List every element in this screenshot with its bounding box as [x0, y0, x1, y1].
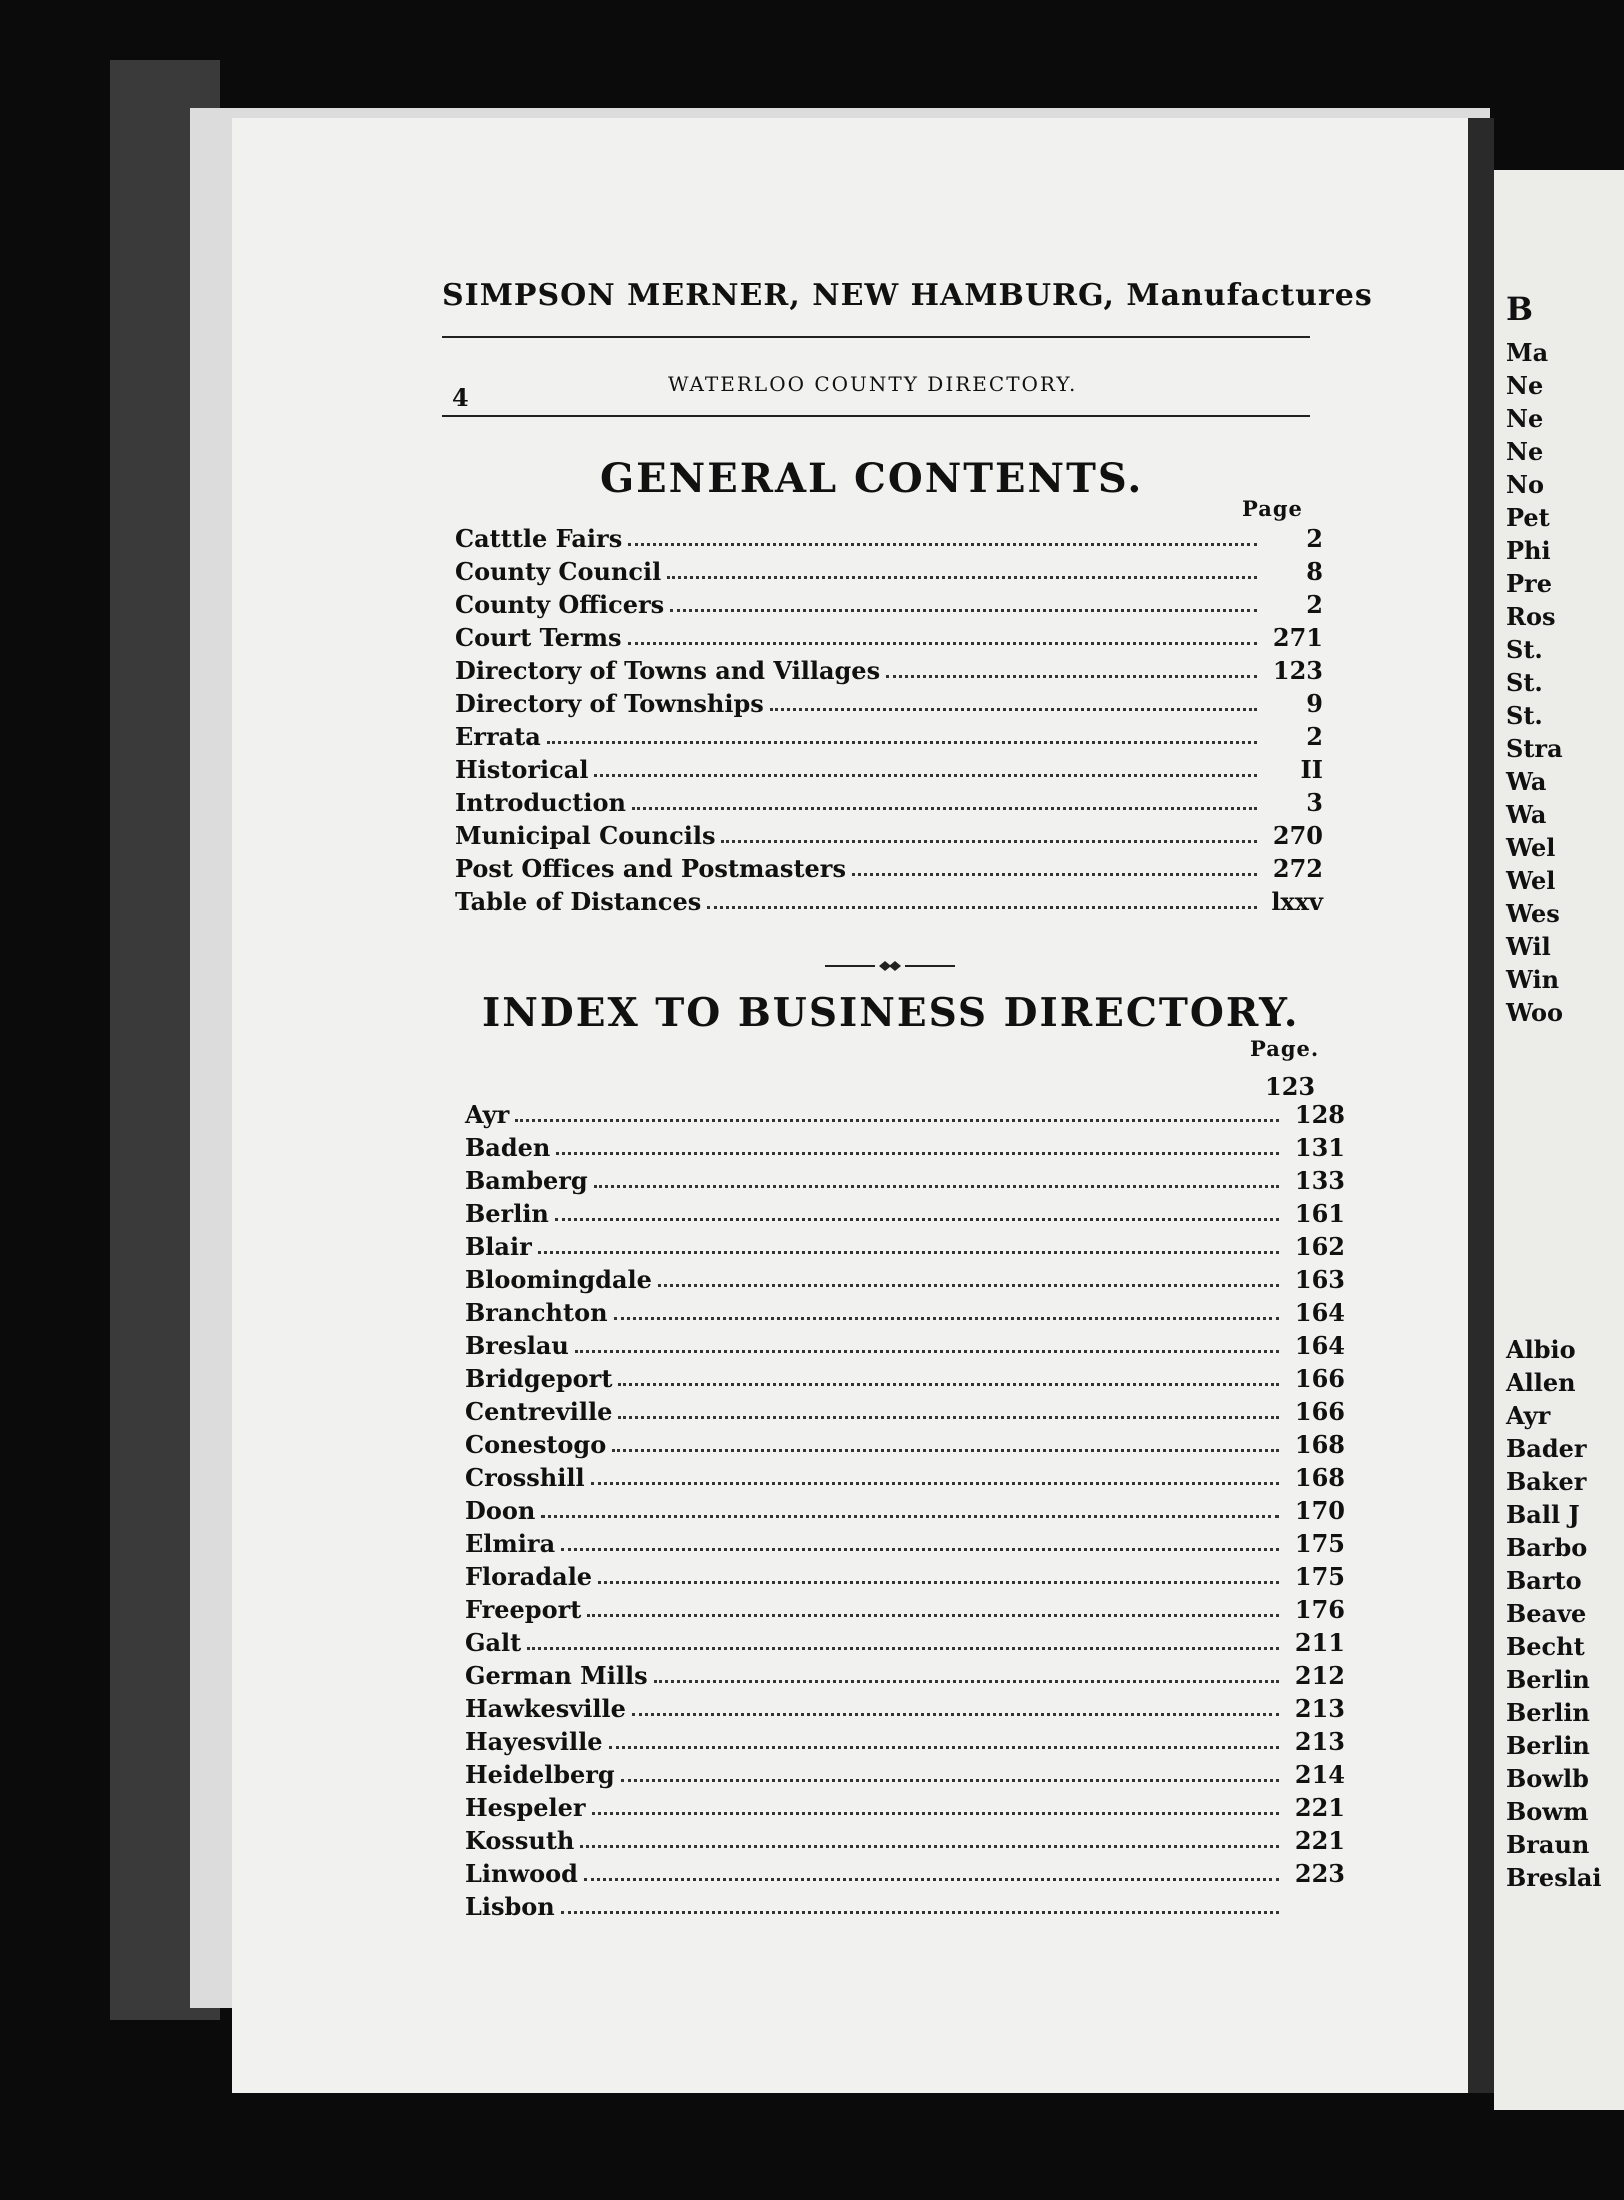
- entry-page-number: 221: [1294, 1793, 1345, 1822]
- right-page-fragment: Braun: [1506, 1830, 1590, 1859]
- toc-entry: [455, 586, 1323, 619]
- business-index-page-label: Page.: [1250, 1036, 1320, 1061]
- entry-page-number: 162: [1294, 1232, 1345, 1261]
- right-page-fragment: Ball J: [1506, 1500, 1580, 1529]
- dot-leader: [598, 1581, 1279, 1584]
- entry-label: Berlin: [465, 1199, 549, 1228]
- right-page-fragment: Barto: [1506, 1566, 1582, 1595]
- entry-label: Baden: [465, 1133, 551, 1162]
- entry-page-number: 164: [1294, 1298, 1345, 1327]
- section-ornament: [825, 960, 955, 972]
- right-page-fragment: St.: [1506, 635, 1543, 664]
- entry-page-number: 8: [1306, 557, 1323, 586]
- toc-entry: [455, 652, 1323, 685]
- right-page-fragment: Wa: [1506, 800, 1547, 829]
- dot-leader: [621, 1779, 1279, 1782]
- entry-label: German Mills: [465, 1661, 648, 1690]
- entry-label: Catttle Fairs: [455, 524, 623, 553]
- toc-entry: [455, 553, 1323, 586]
- entry-page-number: 166: [1294, 1397, 1345, 1426]
- toc-entry: [465, 1657, 1345, 1690]
- right-page-fragment: Win: [1506, 965, 1560, 994]
- toc-entry: [455, 520, 1323, 553]
- entry-page-number: 161: [1294, 1199, 1345, 1228]
- entry-label: Hespeler: [465, 1793, 586, 1822]
- right-page-fragment: Berlin: [1506, 1698, 1590, 1727]
- toc-entry: [465, 1360, 1345, 1393]
- entry-label: County Officers: [455, 590, 665, 619]
- dot-leader: [612, 1449, 1279, 1452]
- business-index-title: INDEX TO BUSINESS DIRECTORY.: [482, 990, 1300, 1036]
- right-page-fragment: Ne: [1506, 371, 1544, 400]
- entry-label: Historical: [455, 755, 589, 784]
- entry-label: Errata: [455, 722, 541, 751]
- right-page-fragment: Phi: [1506, 536, 1551, 565]
- toc-entry: [465, 1294, 1345, 1327]
- entry-label: Doon: [465, 1496, 536, 1525]
- dot-leader: [886, 675, 1257, 678]
- right-page-fragment: St.: [1506, 668, 1543, 697]
- entry-label: Kossuth: [465, 1826, 575, 1855]
- right-page-fragment: Breslai: [1506, 1863, 1602, 1892]
- right-page-fragment: Stra: [1506, 734, 1563, 763]
- dot-leader: [538, 1251, 1279, 1254]
- toc-entry: [465, 1624, 1345, 1657]
- entry-label: Post Offices and Postmasters: [455, 854, 846, 883]
- dot-leader: [515, 1119, 1279, 1122]
- entry-page-number: 166: [1294, 1364, 1345, 1393]
- dot-leader: [654, 1680, 1279, 1683]
- right-page-fragment: Ros: [1506, 602, 1556, 631]
- toc-entry: [465, 1393, 1345, 1426]
- entry-page-number: 9: [1306, 689, 1323, 718]
- dot-leader: [527, 1647, 1279, 1650]
- dot-leader: [592, 1812, 1279, 1815]
- right-page-fragment: Baker: [1506, 1467, 1587, 1496]
- dot-leader: [658, 1284, 1279, 1287]
- entry-label: Branchton: [465, 1298, 608, 1327]
- entry-label: Conestogo: [465, 1430, 607, 1459]
- entry-page-number: 212: [1294, 1661, 1345, 1690]
- entry-label: Floradale: [465, 1562, 593, 1591]
- entry-page-number: 133: [1294, 1166, 1345, 1195]
- entry-label: Municipal Councils: [455, 821, 716, 850]
- dot-leader: [852, 873, 1257, 876]
- right-page-fragment: Becht: [1506, 1632, 1585, 1661]
- right-page-fragment: No: [1506, 470, 1544, 499]
- entry-page-number: 214: [1294, 1760, 1345, 1789]
- toc-entry: [465, 1822, 1345, 1855]
- right-page: [1494, 170, 1624, 2110]
- toc-entry: [455, 883, 1323, 916]
- right-page-fragment: Bowm: [1506, 1797, 1589, 1826]
- toc-entry: [455, 850, 1323, 883]
- entry-label: Directory of Towns and Villages: [455, 656, 881, 685]
- toc-entry: [465, 1459, 1345, 1492]
- dot-leader: [632, 1713, 1279, 1716]
- entry-label: Hayesville: [465, 1727, 603, 1756]
- right-page-fragment: Ayr: [1506, 1401, 1551, 1430]
- toc-entry: [455, 718, 1323, 751]
- right-page-fragment: Wa: [1506, 767, 1547, 796]
- entry-label: Ayr: [465, 1100, 510, 1129]
- toc-entry: [465, 1129, 1345, 1162]
- entry-page-number: 2: [1306, 722, 1323, 751]
- right-page-fragment: Wil: [1506, 932, 1551, 961]
- entry-label: Crosshill: [465, 1463, 585, 1492]
- dot-leader: [618, 1383, 1279, 1386]
- entry-label: Hawkesville: [465, 1694, 626, 1723]
- header-rule-top: [442, 336, 1310, 338]
- dot-leader: [561, 1548, 1279, 1551]
- dot-leader: [591, 1482, 1279, 1485]
- right-page-fragment: Barbo: [1506, 1533, 1588, 1562]
- entry-label: Breslau: [465, 1331, 569, 1360]
- entry-page-number: 3: [1306, 788, 1323, 817]
- entry-label: Bamberg: [465, 1166, 588, 1195]
- entry-label: Table of Distances: [455, 887, 702, 916]
- toc-entry: [465, 1492, 1345, 1525]
- entry-label: Bloomingdale: [465, 1265, 652, 1294]
- dot-leader: [575, 1350, 1279, 1353]
- page-number: 4: [452, 383, 469, 412]
- business-index-first-page: 123: [1265, 1072, 1316, 1101]
- advertisement-line: SIMPSON MERNER, NEW HAMBURG, Manufactures: [442, 278, 1373, 313]
- toc-entry: [455, 817, 1323, 850]
- dot-leader: [721, 840, 1257, 843]
- entry-page-number: 175: [1294, 1562, 1345, 1591]
- entry-page-number: 168: [1294, 1430, 1345, 1459]
- dot-leader: [541, 1515, 1279, 1518]
- running-title: WATERLOO COUNTY DIRECTORY.: [668, 372, 1078, 396]
- entry-page-number: 221: [1294, 1826, 1345, 1855]
- general-contents-list: [455, 520, 1323, 916]
- toc-entry: [465, 1162, 1345, 1195]
- toc-entry: [455, 619, 1323, 652]
- entry-page-number: 170: [1294, 1496, 1345, 1525]
- toc-entry: [465, 1426, 1345, 1459]
- toc-entry: [455, 751, 1323, 784]
- toc-entry: [465, 1591, 1345, 1624]
- dot-leader: [609, 1746, 1279, 1749]
- entry-label: Blair: [465, 1232, 532, 1261]
- entry-page-number: 163: [1294, 1265, 1345, 1294]
- dot-leader: [618, 1416, 1279, 1419]
- toc-entry: [455, 784, 1323, 817]
- entry-page-number: 213: [1294, 1694, 1345, 1723]
- toc-entry: [465, 1558, 1345, 1591]
- right-page-fragment: Wes: [1506, 899, 1560, 928]
- dot-leader: [556, 1152, 1279, 1155]
- dot-leader: [555, 1218, 1279, 1221]
- entry-page-number: 223: [1294, 1859, 1345, 1888]
- dot-leader: [594, 774, 1257, 777]
- dot-leader: [594, 1185, 1279, 1188]
- entry-label: Lisbon: [465, 1892, 555, 1921]
- general-contents-title: GENERAL CONTENTS.: [600, 455, 1144, 502]
- right-page-fragment: St.: [1506, 701, 1543, 730]
- entry-page-number: II: [1300, 755, 1323, 784]
- entry-page-number: 168: [1294, 1463, 1345, 1492]
- entry-label: Bridgeport: [465, 1364, 613, 1393]
- toc-entry: [465, 1327, 1345, 1360]
- toc-entry: [465, 1756, 1345, 1789]
- right-page-fragment: Ne: [1506, 404, 1544, 433]
- right-page-fragment: Woo: [1506, 998, 1564, 1027]
- right-page-header-fragment: B: [1506, 290, 1534, 328]
- entry-label: Elmira: [465, 1529, 556, 1558]
- entry-label: Galt: [465, 1628, 522, 1657]
- entry-page-number: 164: [1294, 1331, 1345, 1360]
- dot-leader: [614, 1317, 1279, 1320]
- entry-label: Centreville: [465, 1397, 613, 1426]
- entry-page-number: 271: [1272, 623, 1323, 652]
- right-page-fragment: Bowlb: [1506, 1764, 1589, 1793]
- dot-leader: [707, 906, 1257, 909]
- right-page-fragment: Wel: [1506, 833, 1556, 862]
- entry-label: Directory of Townships: [455, 689, 764, 718]
- right-page-fragment: Bader: [1506, 1434, 1587, 1463]
- right-page-fragment: Albio: [1506, 1335, 1576, 1364]
- dot-leader: [584, 1878, 1279, 1881]
- right-page-fragment: Ne: [1506, 437, 1544, 466]
- toc-entry: [465, 1096, 1345, 1129]
- entry-page-number: 211: [1294, 1628, 1345, 1657]
- dot-leader: [770, 708, 1257, 711]
- toc-entry: [465, 1789, 1345, 1822]
- entry-page-number: 128: [1294, 1100, 1345, 1129]
- toc-entry: [465, 1723, 1345, 1756]
- right-page-fragment: Berlin: [1506, 1731, 1590, 1760]
- general-contents-page-label: Page: [1242, 496, 1303, 521]
- right-page-fragment: Wel: [1506, 866, 1556, 895]
- dot-leader: [667, 576, 1257, 579]
- right-page-fragment: Ma: [1506, 338, 1549, 367]
- entry-page-number: 270: [1272, 821, 1323, 850]
- entry-label: Court Terms: [455, 623, 622, 652]
- toc-entry: [465, 1888, 1345, 1921]
- dot-leader: [632, 807, 1257, 810]
- entry-label: Introduction: [455, 788, 626, 817]
- entry-page-number: 176: [1294, 1595, 1345, 1624]
- dot-leader: [628, 642, 1257, 645]
- entry-page-number: 123: [1272, 656, 1323, 685]
- dot-leader: [628, 543, 1257, 546]
- right-page-fragment: Pet: [1506, 503, 1550, 532]
- entry-page-number: 131: [1294, 1133, 1345, 1162]
- entry-page-number: lxxv: [1271, 887, 1323, 916]
- header-rule-bottom: [442, 415, 1310, 417]
- right-page-fragment: Pre: [1506, 569, 1552, 598]
- entry-label: Linwood: [465, 1859, 578, 1888]
- right-page-fragment: Allen: [1506, 1368, 1576, 1397]
- toc-entry: [465, 1195, 1345, 1228]
- entry-label: Freeport: [465, 1595, 582, 1624]
- dot-leader: [670, 609, 1257, 612]
- right-page-fragment: Beave: [1506, 1599, 1587, 1628]
- entry-page-number: 272: [1272, 854, 1323, 883]
- entry-page-number: 175: [1294, 1529, 1345, 1558]
- entry-page-number: 2: [1306, 524, 1323, 553]
- toc-entry: [465, 1855, 1345, 1888]
- entry-label: County Council: [455, 557, 662, 586]
- dot-leader: [561, 1911, 1279, 1914]
- dot-leader: [580, 1845, 1279, 1848]
- right-page-fragment: Berlin: [1506, 1665, 1590, 1694]
- business-index-list: [465, 1096, 1345, 1921]
- toc-entry: [465, 1525, 1345, 1558]
- toc-entry: [465, 1690, 1345, 1723]
- dot-leader: [587, 1614, 1279, 1617]
- book-gutter: [1468, 118, 1494, 2093]
- entry-page-number: 2: [1306, 590, 1323, 619]
- dot-leader: [547, 741, 1257, 744]
- toc-entry: [465, 1261, 1345, 1294]
- entry-page-number: 213: [1294, 1727, 1345, 1756]
- toc-entry: [465, 1228, 1345, 1261]
- toc-entry: [455, 685, 1323, 718]
- entry-label: Heidelberg: [465, 1760, 615, 1789]
